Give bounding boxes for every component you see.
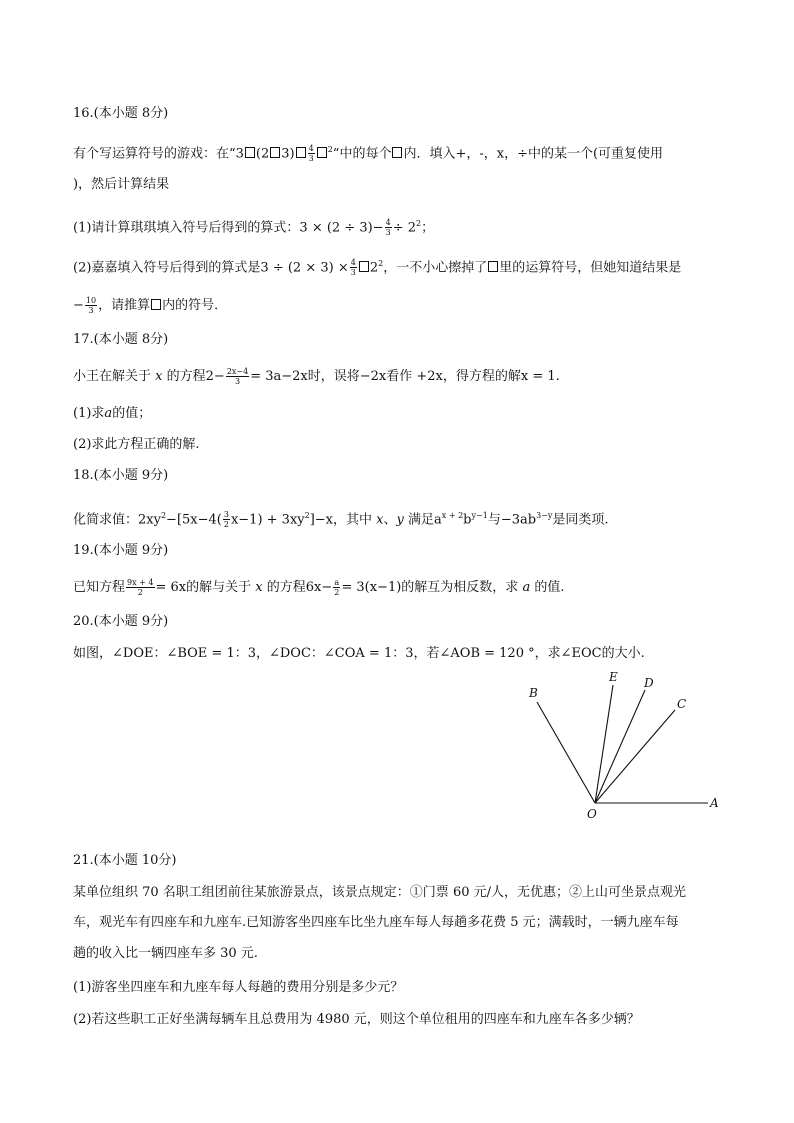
angle-diagram [520,665,730,825]
blank-box [296,147,306,158]
label-b: B [529,686,538,700]
q16-line1: 有个写运算符号的游戏：在“3 (2 3) $\frac{4}{3}$ $^2$“中的每个 内．填入+，-，x，÷中的某一个(可重复使用 [73,144,664,164]
fraction-a-over-2: $\frac{a}{2}$ [334,578,340,597]
fraction-2x-4-over-3: $\frac{2x-4}{3}$ [226,367,249,386]
fraction-10-3: $\frac{10}{3}$ [85,296,97,315]
q17-header: 17.(本小题 8分) [73,332,169,347]
fraction-4-3: $\frac{4}{3}$ [350,258,356,278]
q17-line1: 小王在解关于 x 的方程2− $\frac{2x-4}{3}$ = 3a−2x时，误将−2x看作 +2x，得方程的解x = 1. [73,367,560,386]
q16-part2-cont: − $\frac{10}{3}$ ，请推算 内的符号． [73,296,228,315]
q18-line1: 化简求值：$2xy^2-[5x-4$( $\frac{3}{2}$ $x-1) + 3xy^2]-x$，其中 x、y 满足$a^{x + 2}b^{y-1}$与$-3ab^{3-y}$是同类项. [73,510,609,530]
q19-header: 19.(本小题 9分) [73,543,169,558]
label-d: D [644,676,654,690]
fraction-9x4-over-2: $\frac{9x + 4}{2}$ [127,578,154,597]
blank-box [359,261,369,272]
q16-part1: (1)请计算琪琪填入符号后得到的算式：3 × (2 ÷ 3)− $\frac{4}{3}$ ÷ $2^2$； [73,218,435,238]
q17-part1: (1)求a的值； [73,406,152,421]
q21-line2: 车，观光车有四座车和九座车.已知游客坐四座车比坐九座车每人每趟多花费 5 元；满载时，一辆九座车每 [73,915,679,930]
fraction-4-3: $\frac{4}{3}$ [308,144,314,164]
label-e: E [609,670,618,684]
q20-header: 20.(本小题 9分) [73,614,169,629]
q16-header: 16.(本小题 8分) [73,106,169,121]
label-c: C [677,697,687,711]
q20-line1: 如图，∠DOE：∠BOE = 1：3，∠DOC：∠COA = 1：3，若∠AOB = 120 °，求∠EOC的大小. [73,646,645,661]
q18-header: 18.(本小题 9分) [73,468,169,483]
blank-box [392,147,402,158]
blank-box [151,299,161,310]
ray-od [595,690,645,803]
q21-header: 21.(本小题 10分) [73,853,177,868]
q19-line1: 已知方程 $\frac{9x + 4}{2}$ = 6x的解与关于 x 的方程6x− $\frac{a}{2}$ = 3(x−1)的解互为相反数，求 a 的值. [73,578,565,597]
q21-part1: (1)游客坐四座车和九座车每人每趟的费用分别是多少元？ [73,980,404,995]
fraction-4-3: $\frac{4}{3}$ [385,218,391,238]
blank-box [270,147,280,158]
q21-line3: 趟的收入比一辆四座车多 30 元. [73,946,258,961]
label-o: O [587,807,597,821]
blank-box [245,147,255,158]
blank-box [317,147,327,158]
label-a: A [710,796,719,810]
q17-part2: (2)求此方程正确的解. [73,437,200,452]
q21-line1: 某单位组织 70 名职工组团前往某旅游景点，该景点规定：①门票 60 元/人，无优惠；②上山可坐景点观光 [73,885,686,900]
q16-part2: (2)嘉嘉填入符号后得到的算式是3 ÷ (2 × 3) × $\frac{4}{3}$ $2^2$，一不小心擦掉了 里的运算符号，但她知道结果是 [73,258,682,278]
q16-line2: )，然后计算结果 [73,177,170,192]
fraction-3-2: $\frac{3}{2}$ [223,510,229,530]
ray-ob [537,702,595,803]
q21-part2: (2)若这些职工正好坐满每辆车且总费用为 4980 元，则这个单位租用的四座车和九座车各多少辆？ [73,1012,640,1027]
blank-box [488,261,498,272]
